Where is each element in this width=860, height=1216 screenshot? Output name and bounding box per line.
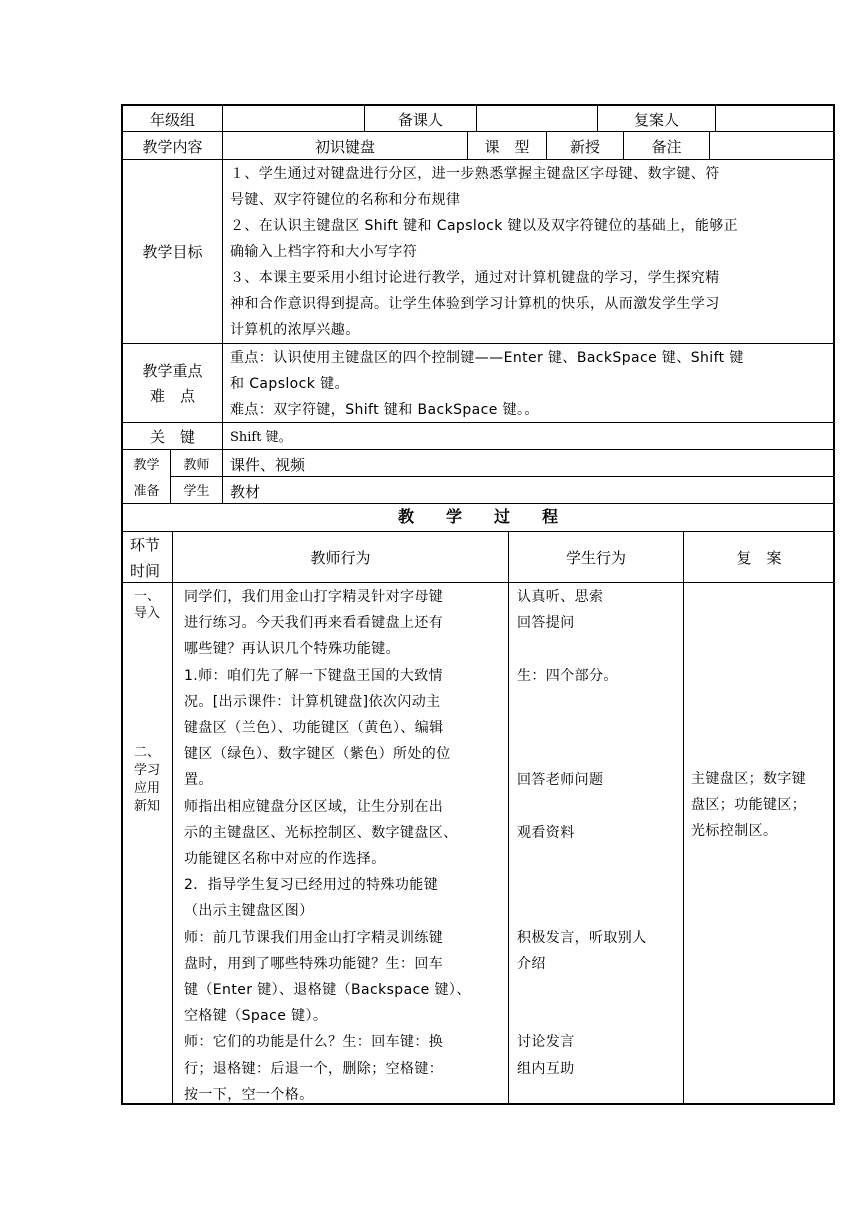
student-action-line: 生：四个部分。 [517,667,618,684]
review-line: 主键盘区；数字键 [691,771,807,787]
stage-label: 二、 [134,745,161,760]
teacher-action-line: 行；退格键：后退一个，删除；空格键： [184,1060,444,1077]
teacher-action-line: 师：前几节课我们用金山打字精灵训练键 [184,929,444,946]
row-divider [122,343,834,344]
key-point-line: 重点：认识使用主键盘区的四个控制键——Enter 键、BackSpace 键、Shift 键 [230,350,744,366]
student-prep-label: 学生 [183,484,210,499]
col-divider [222,105,223,504]
teacher-action-line: 置。 [184,772,213,789]
teacher-action-line: 哪些键？再认识几个特殊功能键。 [184,641,400,658]
col-divider [508,532,509,1104]
review-line: 盘区；功能键区； [691,797,807,813]
review-line: 光标控制区。 [691,823,778,839]
key-point-line: 和 Capslock 键。 [230,376,349,392]
key-value: Shift 键。 [230,430,292,445]
teacher-action-line: 师指出相应键盘分区区域，让生分别在出 [184,798,444,815]
col-divider [715,105,716,132]
student-action-line: 组内互助 [517,1060,575,1077]
process-title: 教 学 过 程 [397,507,558,526]
teacher-action-line: 同学们，我们用金山打字精灵针对字母键 [184,589,444,605]
reviewer-label: 复案人 [633,111,679,129]
teacher-action-line: 按一下，空一个格。 [184,1086,314,1103]
content-value: 初识键盘 [314,138,375,156]
key-points-label: 教学重点 [142,362,203,380]
student-action-line: 积极发言，听取别人 [517,929,647,946]
teacher-action-line: 键（Enter 键）、退格键（Backspace 键）、 [184,982,471,998]
stage-label: 新知 [134,799,161,814]
lesson-type-value: 新授 [569,138,600,156]
row-divider [122,503,834,504]
note-label: 备注 [651,138,682,156]
teacher-action-line: 1.师：咱们先了解一下键盘王国的大致情 [184,667,443,684]
objective-line: ２、在认识主键盘区 Shift 键和 Capslock 键以及双字符键位的基础上，能够正 [230,218,739,234]
col-divider [709,132,710,160]
objective-line: ３、本课主要采用小组讨论进行教学，通过对计算机键盘的学习，学生探究精 [230,270,720,286]
objective-line: 计算机的浓厚兴趣。 [230,322,360,338]
col-divider [683,532,684,1104]
student-action-line: 观看资料 [517,824,575,841]
teacher-action-line: 师：它们的功能是什么？生：回车键：换 [184,1034,444,1051]
key-label: 关 键 [149,428,195,446]
teacher-prep-label: 教师 [183,458,210,473]
difficulty-label: 难 点 [149,387,195,405]
objectives-label: 教学目标 [142,243,203,261]
student-prep-value: 教材 [230,483,261,501]
stage-label: 应用 [134,781,161,796]
grade-group-label: 年级组 [149,111,195,129]
teacher-action-line: 空格键（Space 键）。 [184,1008,328,1025]
stage-label: 导入 [134,606,161,621]
preparation-label: 准备 [133,484,160,499]
objective-line: 神和合作意识得到提高。让学生体验到学习计算机的快乐，从而激发学生学习 [230,296,720,312]
teacher-prep-value: 课件、视频 [230,456,306,474]
row-divider [122,449,834,450]
time-header: 时间 [130,562,161,580]
teacher-action-line: （出示主键盘区图） [184,903,314,920]
preparation-label: 教学 [133,458,160,473]
row-divider [122,131,834,132]
teacher-action-line: 2．指导学生复习已经用过的特殊功能键 [184,877,439,894]
student-action-line: 介绍 [517,955,546,972]
teacher-action-line: 功能键区名称中对应的作选择。 [184,851,386,867]
student-action-line: 回答提问 [517,615,575,632]
student-action-line: 回答老师问题 [517,772,604,789]
key-point-line: 难点：双字符键，Shift 键和 BackSpace 键。。 [230,402,539,418]
objective-line: １、学生通过对键盘进行分区，进一步熟悉掌握主键盘区字母键、数字键、符 [230,166,720,182]
student-action-line: 认真听、思索 [517,589,604,605]
objective-line: 号键、双字符键位的名称和分布规律 [230,192,461,208]
row-divider [122,159,834,160]
teacher-action-line: 盘时，用到了哪些特殊功能键？生：回车 [184,955,444,972]
teacher-actions-header: 教师行为 [310,549,371,567]
student-action-line: 讨论发言 [517,1034,575,1051]
content-label: 教学内容 [142,138,203,156]
col-divider [172,532,173,1104]
teacher-action-line: 键盘区（兰色）、功能键区（黄色）、编辑 [184,720,444,736]
student-actions-header: 学生行为 [565,549,626,567]
review-header: 复 案 [736,549,782,567]
row-divider [122,531,834,532]
stage-header: 环节 [130,536,161,554]
teacher-action-line: 示的主键盘区、光标控制区、数字键盘区、 [184,824,458,841]
stage-label: 一、 [134,589,161,604]
objective-line: 确输入上档字符和大小写字符 [230,244,418,260]
stage-label: 学习 [134,763,161,778]
lesson-type-label: 课 型 [484,138,530,156]
teacher-action-line: 进行练习。今天我们再来看看键盘上还有 [184,615,444,632]
col-divider [476,105,477,132]
preparer-label: 备课人 [397,111,443,129]
row-divider [122,582,834,583]
teacher-action-line: 况。[出示课件：计算机键盘]依次闪动主 [184,693,441,710]
teacher-action-line: 键区（绿色）、数字键区（紫色）所处的位 [184,746,451,763]
row-divider [170,476,834,477]
